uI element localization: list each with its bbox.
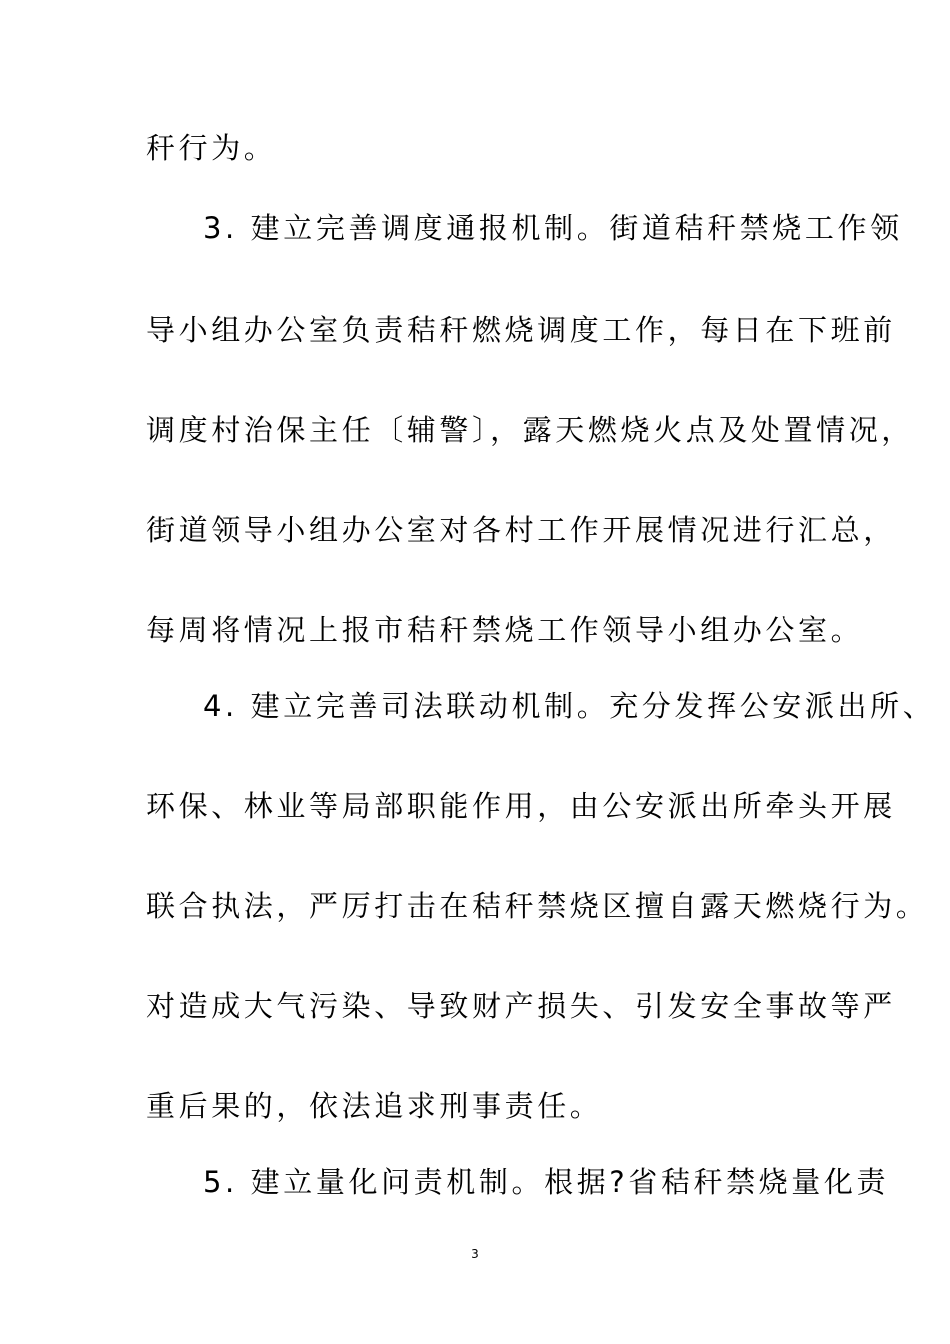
text-line: 每周将情况上报市秸秆禁烧工作领导小组办公室。 (146, 613, 864, 647)
text-line: 秆行为。 (146, 131, 277, 165)
text-line: 5. 建立量化问责机制。根据?省秸秆禁烧量化责 (203, 1165, 890, 1199)
text-line: 4. 建立完善司法联动机制。充分发挥公安派出所、 (203, 689, 936, 723)
text-line: 联合执法，严厉打击在秸秆禁烧区擅自露天燃烧行为。 (146, 889, 929, 923)
text-line: 调度村治保主任〔辅警〕，露天燃烧火点及处置情况， (146, 413, 914, 447)
page-number: 3 (471, 1247, 479, 1261)
text-line: 3. 建立完善调度通报机制。街道秸秆禁烧工作领 (203, 211, 903, 245)
text-line: 街道领导小组办公室对各村工作开展情况进行汇总， (146, 513, 896, 547)
text-line: 导小组办公室负责秸秆燃烧调度工作，每日在下班前 (146, 313, 896, 347)
text-line: 环保、林业等局部职能作用，由公安派出所牵头开展 (146, 789, 896, 823)
text-line: 重后果的，依法追求刑事责任。 (146, 1089, 603, 1123)
text-line: 对造成大气污染、导致财产损失、引发安全事故等严 (146, 989, 896, 1023)
